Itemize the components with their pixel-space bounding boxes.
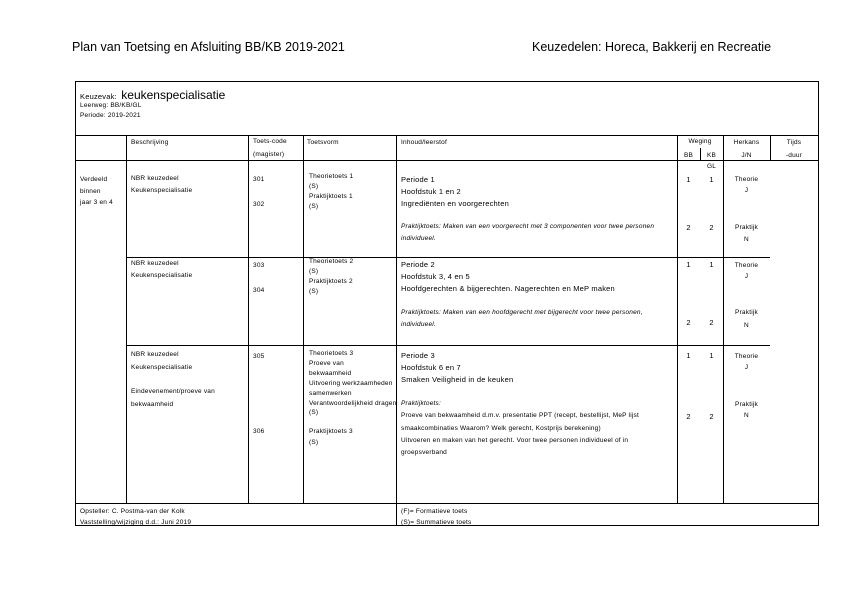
col-inhoud: Inhoud/leerstof: [401, 139, 448, 146]
herkans: J: [744, 187, 749, 194]
herkans: N: [744, 412, 749, 419]
left-jaar: jaar 3 en 4: [80, 199, 113, 206]
toetsvorm: Praktijktoets 3: [309, 428, 353, 435]
legend-summatief: (S)= Summatieve toets: [401, 519, 472, 526]
inhoud-line: Hoofdstuk 1 en 2: [401, 187, 461, 196]
leerweg: Leerweg: BB/KB/GL: [80, 102, 142, 109]
toets-code: 304: [253, 287, 265, 294]
periode: Periode: 2019-2021: [80, 112, 141, 119]
toetsvorm: bekwaamheid: [309, 370, 352, 377]
toetsvorm: (S): [309, 288, 319, 295]
toetsvorm: Theorietoets 2: [309, 258, 354, 265]
weging-bb: 2: [686, 223, 691, 232]
inhoud-line: Periode 1: [401, 175, 435, 184]
weging-kb: 2: [709, 412, 714, 421]
toets-code: 302: [253, 201, 265, 208]
weging-kb: 2: [709, 223, 714, 232]
herkans: Praktijk: [735, 401, 758, 408]
keuzevak-value: keukenspecialisatie: [121, 88, 226, 102]
block-desc: Keukenspecialisatie: [131, 364, 193, 371]
block-desc: NBR keuzedeel: [131, 175, 179, 182]
block-desc: Eindevenement/proeve van: [131, 388, 215, 395]
toetsvorm: (S): [309, 268, 319, 275]
left-verdeeld: Verdeeld: [80, 176, 108, 183]
weging-kb: 1: [709, 260, 714, 269]
weging-bb: 1: [686, 175, 691, 184]
toetsvorm: Theorietoets 1: [309, 173, 354, 180]
inhoud-line: Ingrediënten en voorgerechten: [401, 199, 509, 208]
inhoud-line: Smaken Veiligheid in de keuken: [401, 375, 514, 384]
keuzedelen-title: Keuzedelen: Horeca, Bakkerij en Recreatie: [532, 40, 772, 54]
block-desc: Keukenspecialisatie: [131, 187, 193, 194]
herkans: N: [744, 322, 749, 329]
toets-code: 303: [253, 262, 265, 269]
toetsvorm: (S): [309, 409, 319, 416]
toetsvorm: Praktijktoets 2: [309, 278, 353, 285]
col-beschrijving: Beschrijving: [131, 139, 169, 146]
weging-bb: 1: [686, 351, 691, 360]
toetsvorm: Verantwoordelijkheid dragen: [309, 400, 397, 407]
block-desc: bekwaamheid: [131, 401, 174, 408]
col-bb: BB: [683, 152, 694, 159]
inhoud-line: Periode 3: [401, 351, 435, 360]
col-herkans-jn: J/N: [741, 152, 752, 159]
weging-bb: 2: [686, 412, 691, 421]
praktijk-desc: individueel.: [401, 321, 436, 328]
praktijk-desc: Praktijktoets: Maken van een voorgerecht met 3 componenten voor twee personen: [401, 223, 655, 230]
weging-kb: 1: [709, 175, 714, 184]
toetsvorm: samenwerken: [309, 390, 352, 397]
herkans: Praktijk: [735, 224, 758, 231]
block-desc: NBR keuzedeel: [131, 351, 179, 358]
col-kb: KB: [706, 152, 717, 159]
col-tijdsduur-sub: -duur: [785, 152, 803, 159]
vaststelling: Vaststelling/wijziging d.d.: Juni 2019: [80, 519, 192, 526]
toets-code: 301: [253, 176, 265, 183]
inhoud-line: Hoofdstuk 3, 4 en 5: [401, 272, 470, 281]
col-toetscode: Toets-code: [253, 138, 287, 145]
toetsvorm: (S): [309, 439, 319, 446]
herkans: Theorie: [734, 176, 759, 183]
block-desc: NBR keuzedeel: [131, 260, 179, 267]
herkans: Praktijk: [735, 309, 758, 316]
herkans: J: [744, 273, 749, 280]
praktijk-desc: Praktijktoets:: [401, 400, 442, 407]
pvb-line: groepsverband: [401, 449, 447, 456]
keuzevak-label: Keuzevak:: [80, 92, 117, 101]
toetsvorm: Proeve van: [309, 360, 344, 367]
col-weging: Weging: [688, 138, 712, 145]
pvb-line: Proeve van bekwaamheid d.m.v. presentatie PPT (recept, bestellijst, MeP lijst: [401, 412, 639, 419]
plan-title: Plan van Toetsing en Afsluiting BB/KB 2019-2021: [72, 40, 345, 54]
toetsvorm: Theorietoets 3: [309, 350, 354, 357]
toets-code: 306: [253, 428, 265, 435]
col-toetscode-sub: (magister): [253, 151, 285, 158]
pvb-line: Uitvoeren en maken van het gerecht. Voor twee personen individueel of in: [401, 437, 629, 444]
toetsvorm: (S): [309, 183, 319, 190]
herkans: Theorie: [734, 353, 759, 360]
herkans: J: [744, 364, 749, 371]
inhoud-line: Hoofdgerechten & bijgerechten. Nagerechten en MeP maken: [401, 284, 615, 293]
toetsvorm: (S): [309, 203, 319, 210]
legend-formatief: (F)= Formatieve toets: [401, 508, 468, 515]
weging-kb: 2: [709, 318, 714, 327]
inhoud-line: Periode 2: [401, 260, 435, 269]
toets-code: 305: [253, 353, 265, 360]
weging-kb: 1: [709, 351, 714, 360]
toetsvorm: Uitvoering werkzaamheden: [309, 380, 393, 387]
herkans: Theorie: [734, 262, 759, 269]
praktijk-desc: Praktijktoets: Maken van een hoofdgerecht met bijgerecht voor twee personen,: [401, 309, 643, 316]
pvb-line: smaakcombinaties Waarom? Welk gerecht, Kostprijs berekening): [401, 425, 601, 432]
col-toetsvorm: Toetsvorm: [307, 139, 339, 146]
left-binnen: binnen: [80, 188, 101, 195]
toetsvorm: Praktijktoets 1: [309, 193, 353, 200]
herkans: N: [744, 236, 749, 243]
col-herkans: Herkans: [733, 139, 760, 146]
col-gl: GL: [706, 163, 717, 170]
block-desc: Keukenspecialisatie: [131, 272, 193, 279]
weging-bb: 2: [686, 318, 691, 327]
praktijk-desc: individueel.: [401, 235, 436, 242]
inhoud-line: Hoofdstuk 6 en 7: [401, 363, 461, 372]
opsteller: Opsteller: C. Postma-van der Kolk: [80, 508, 185, 515]
col-tijdsduur: Tijds: [786, 139, 802, 146]
weging-bb: 1: [686, 260, 691, 269]
